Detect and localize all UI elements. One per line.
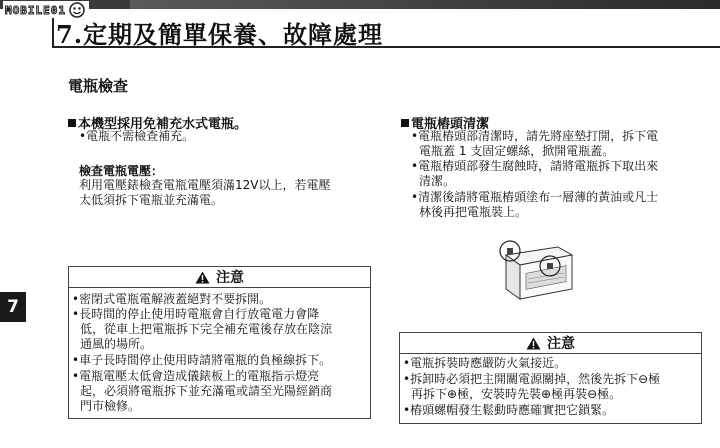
check-line-1: 利用電壓錶檢查電瓶電壓須滿12V以上，若電壓 xyxy=(79,178,331,192)
right-heading-text: 電瓶樁頭清潔 xyxy=(411,117,490,132)
check-voltage-title: 檢查電瓶電壓： xyxy=(79,164,164,178)
warning-header-right xyxy=(400,333,701,354)
heading-vertical-rule xyxy=(52,18,54,47)
top-bar-gradient xyxy=(130,0,720,9)
left-heading-text: 本機型採用免補充水式電瓶。 xyxy=(78,117,248,132)
warn-right-line-3: 再拆下⊕極，安裝時先裝⊕極再裝⊖極。 xyxy=(411,387,622,401)
warn-right-line-2: •拆卸時必須把主開關電源關掉，然後先拆下⊖極 xyxy=(403,372,661,386)
warning-header-left xyxy=(69,267,370,288)
right-line-2: 電瓶蓋 1 支固定螺絲，掀開電瓶蓋。 xyxy=(419,144,615,158)
warn-left-line-3: 低，從車上把電瓶拆下完全補充電後存放在陰涼 xyxy=(80,322,333,336)
square-bullet-icon xyxy=(401,119,409,127)
warning-box-left xyxy=(68,266,371,419)
right-line-5: •清潔後請將電瓶樁頭塗布一層薄的黃油或凡士 xyxy=(411,190,659,204)
warning-triangle-icon xyxy=(195,271,210,284)
warn-left-line-2: •長時間的停止使用時電瓶會自行放電電力會降 xyxy=(72,307,320,321)
warning-title-right: 注意 xyxy=(547,336,575,352)
right-line-4: 清潔。 xyxy=(419,174,456,188)
warn-right-line-4: •樁頭螺帽發生鬆動時應確實把它鎖緊。 xyxy=(403,403,615,417)
heading-rule xyxy=(52,46,720,48)
left-bullet: •電瓶不需檢查補充。 xyxy=(79,129,195,143)
warn-left-line-1: •密閉式電瓶電解液蓋絕對不要拆開。 xyxy=(72,292,272,306)
check-line-2: 太低須拆下電瓶並充滿電。 xyxy=(79,193,224,207)
warn-left-line-5: •車子長時間停止使用時請將電瓶的負極線拆下。 xyxy=(72,353,332,367)
chapter-title: 7.定期及簡單保養、故障處理 xyxy=(56,20,384,49)
right-line-3: •電瓶樁頭部發生腐蝕時，請將電瓶拆下取出來 xyxy=(411,159,659,173)
battery-illustration xyxy=(492,233,578,303)
warn-left-line-7: 起，必須將電瓶拆下並充滿電或請至光陽經銷商 xyxy=(80,384,333,398)
section-title: 電瓶檢查 xyxy=(68,77,129,95)
warn-right-line-1: •電瓶拆裝時應嚴防火氣接近。 xyxy=(403,356,567,370)
warn-left-line-8: 門市檢修。 xyxy=(80,399,141,413)
chapter-tab[interactable]: 7 xyxy=(0,292,26,322)
square-bullet-icon xyxy=(68,119,76,127)
warn-left-line-6: •電瓶電壓太低會造成儀錶板上的電瓶指示燈亮 xyxy=(72,369,320,383)
right-line-1: •電瓶樁頭部清潔時，請先將座墊打開，拆下電 xyxy=(411,129,659,143)
warn-left-line-4: 通風的場所。 xyxy=(80,337,153,351)
warning-triangle-icon xyxy=(526,337,541,350)
warning-box-right xyxy=(399,332,702,424)
right-line-6: 林後再把電瓶裝上。 xyxy=(419,205,528,219)
logo-text: MOBILE01 xyxy=(5,3,66,17)
warning-title-left: 注意 xyxy=(216,270,244,286)
